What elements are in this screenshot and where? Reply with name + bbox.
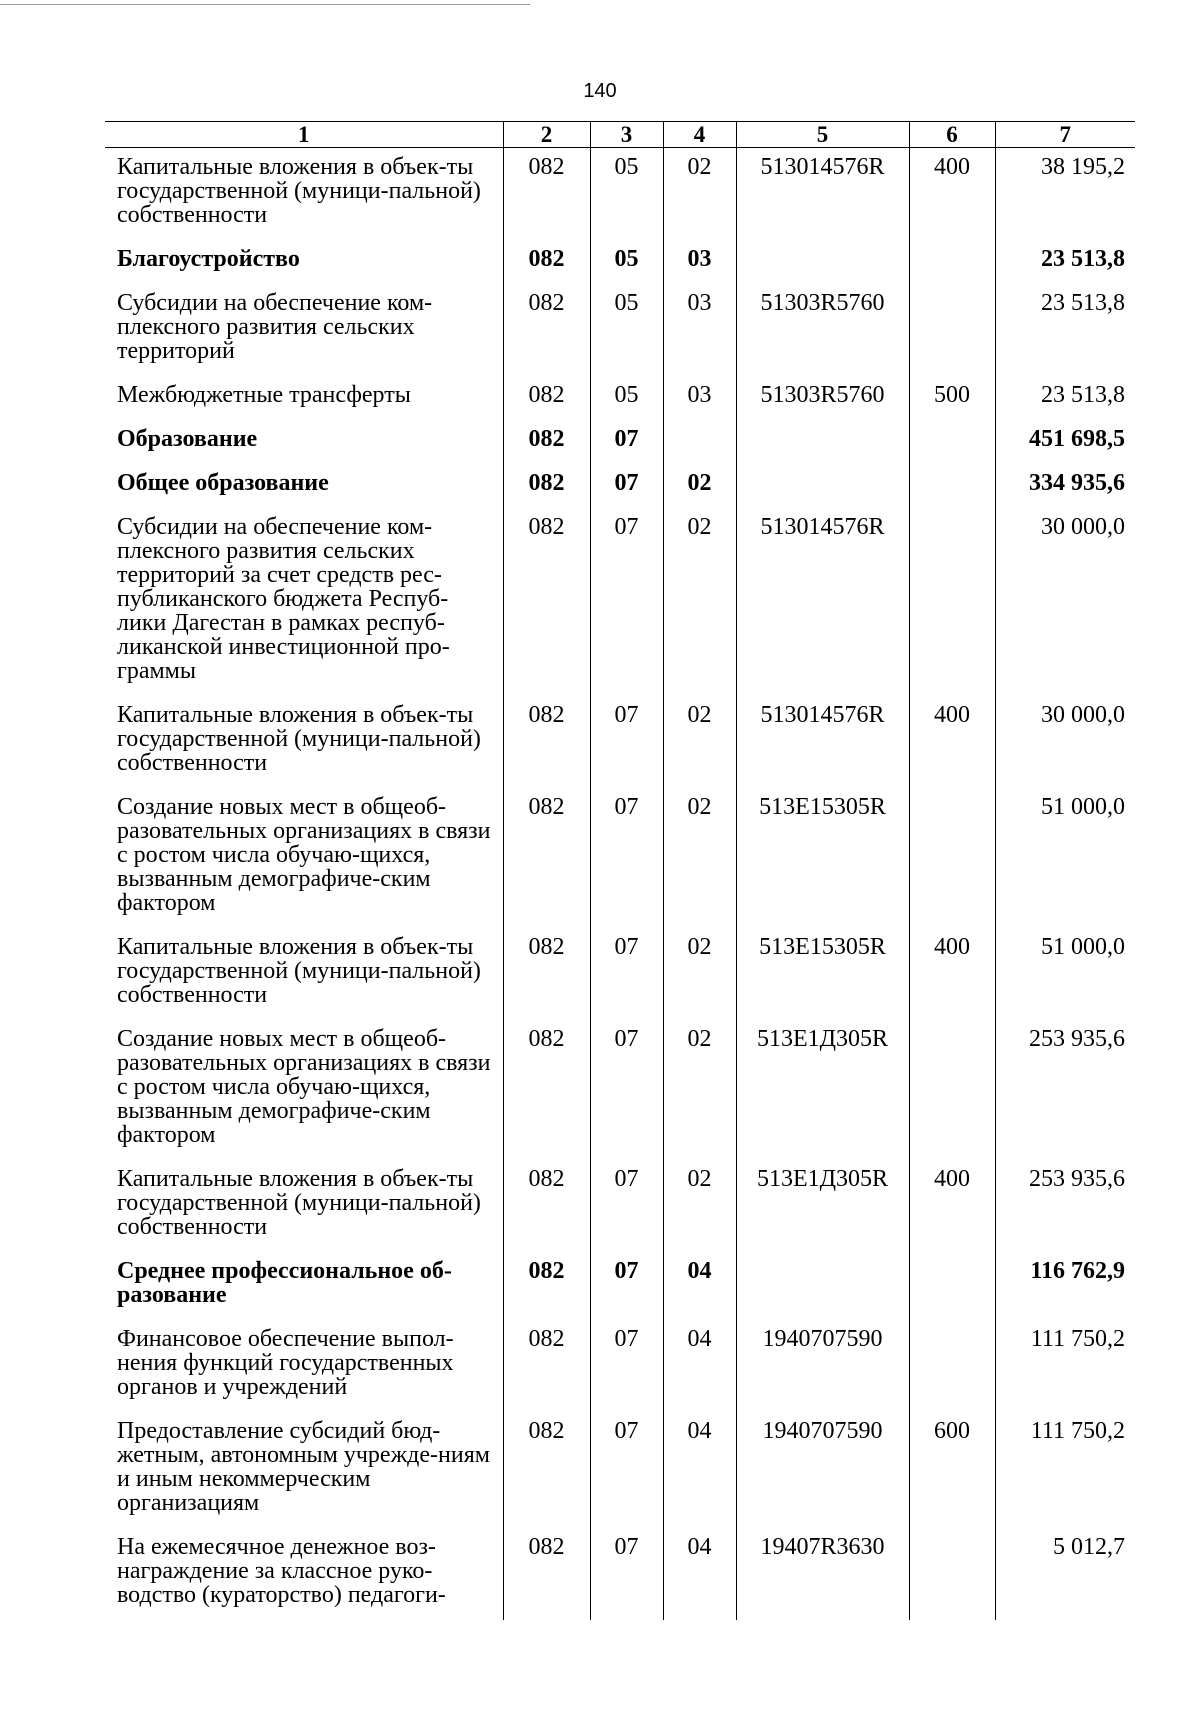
row-amount: 51 000,0	[995, 928, 1135, 1020]
row-name: Создание новых мест в общеоб-разовательных организациях в связи с ростом числа обучаю-щихся, вызванным демографиче-ским фактором	[117, 794, 491, 916]
row-code-2: 082	[503, 696, 590, 788]
row-code-6	[909, 240, 995, 284]
row-code-6: 400	[909, 928, 995, 1020]
table-row	[105, 464, 1135, 508]
row-code-6	[909, 420, 995, 464]
col-header-6: 6	[909, 122, 995, 148]
row-code-5: 513E15305R	[736, 928, 909, 1020]
row-amount: 116 762,9	[995, 1252, 1135, 1320]
row-code-6	[909, 464, 995, 508]
row-amount: 334 935,6	[995, 464, 1135, 508]
row-code-3: 07	[590, 464, 663, 508]
row-name: Капитальные вложения в объек-ты государственной (муници-пальной) собственности	[117, 1166, 481, 1240]
row-code-2: 082	[503, 1320, 590, 1412]
row-code-2: 082	[503, 508, 590, 696]
header-row	[105, 122, 1135, 148]
row-code-5: 513014576R	[736, 508, 909, 696]
top-rule	[0, 4, 530, 5]
row-code-2: 082	[503, 1252, 590, 1320]
row-code-4: 03	[663, 376, 736, 420]
row-code-2: 082	[503, 1160, 590, 1252]
row-code-4: 04	[663, 1252, 736, 1320]
table-row	[105, 788, 1135, 928]
row-code-2: 082	[503, 1412, 590, 1528]
row-code-5	[736, 240, 909, 284]
row-code-4: 03	[663, 284, 736, 376]
table-row	[105, 376, 1135, 420]
page-number: 140	[583, 80, 617, 102]
row-code-6	[909, 1020, 995, 1160]
row-amount: 111 750,2	[995, 1412, 1135, 1528]
row-code-3: 07	[590, 1320, 663, 1412]
table-row	[105, 928, 1135, 1020]
row-name: Финансовое обеспечение выпол-нения функций государственных органов и учреждений	[117, 1326, 454, 1400]
row-code-3: 07	[590, 1252, 663, 1320]
row-amount: 23 513,8	[995, 284, 1135, 376]
row-name: Благоустройство	[117, 246, 300, 272]
row-name: Капитальные вложения в объек-ты государственной (муници-пальной) собственности	[117, 154, 481, 228]
row-code-6	[909, 1320, 995, 1412]
table-row	[105, 1160, 1135, 1252]
col-header-2: 2	[503, 122, 590, 148]
row-amount: 253 935,6	[995, 1160, 1135, 1252]
row-code-3: 07	[590, 1528, 663, 1620]
row-code-2: 082	[503, 376, 590, 420]
budget-table	[105, 121, 1135, 1620]
row-name: Среднее профессиональное об-разование	[117, 1258, 452, 1308]
row-name: Создание новых мест в общеоб-разовательных организациях в связи с ростом числа обучаю-щихся, вызванным демографиче-ским фактором	[117, 1026, 491, 1148]
row-name: Общее образование	[117, 470, 329, 496]
row-code-6	[909, 1252, 995, 1320]
row-amount: 23 513,8	[995, 240, 1135, 284]
col-header-5: 5	[736, 122, 909, 148]
row-code-4: 02	[663, 464, 736, 508]
row-code-5	[736, 464, 909, 508]
row-code-6: 500	[909, 376, 995, 420]
row-code-3: 07	[590, 696, 663, 788]
row-code-2: 082	[503, 464, 590, 508]
row-code-4: 02	[663, 928, 736, 1020]
table-row	[105, 240, 1135, 284]
row-name: На ежемесячное денежное воз-награждение за классное руко-водство (кураторство) педагоги-	[117, 1534, 446, 1608]
row-code-4: 02	[663, 1160, 736, 1252]
row-code-6: 400	[909, 1160, 995, 1252]
row-code-3: 05	[590, 376, 663, 420]
table-row	[105, 1412, 1135, 1528]
row-code-2: 082	[503, 788, 590, 928]
row-name: Образование	[117, 426, 258, 452]
row-code-5: 1940707590	[736, 1320, 909, 1412]
col-header-4: 4	[663, 122, 736, 148]
row-code-6: 400	[909, 696, 995, 788]
row-code-5: 1940707590	[736, 1412, 909, 1528]
table-row	[105, 1320, 1135, 1412]
col-header-3: 3	[590, 122, 663, 148]
row-amount: 5 012,7	[995, 1528, 1135, 1620]
row-code-6	[909, 508, 995, 696]
row-name: Капитальные вложения в объек-ты государственной (муници-пальной) собственности	[117, 934, 481, 1008]
row-amount: 451 698,5	[995, 420, 1135, 464]
row-name: Капитальные вложения в объек-ты государственной (муници-пальной) собственности	[117, 702, 481, 776]
row-code-3: 07	[590, 508, 663, 696]
row-code-4	[663, 420, 736, 464]
row-code-3: 07	[590, 1160, 663, 1252]
row-amount: 51 000,0	[995, 788, 1135, 928]
row-code-2: 082	[503, 928, 590, 1020]
table-row	[105, 508, 1135, 696]
row-code-3: 05	[590, 240, 663, 284]
table-row	[105, 696, 1135, 788]
row-code-3: 05	[590, 148, 663, 241]
row-name: Субсидии на обеспечение ком-плексного развития сельских территорий	[117, 290, 433, 364]
row-code-6: 400	[909, 148, 995, 241]
row-code-5	[736, 1252, 909, 1320]
row-name: Предоставление субсидий бюд-жетным, автономным учрежде-ниям и иным некоммерческим организациям	[117, 1418, 490, 1516]
row-code-2: 082	[503, 1020, 590, 1160]
row-code-5: 51303R5760	[736, 376, 909, 420]
row-code-5: 513E1Д305R	[736, 1160, 909, 1252]
table-row	[105, 420, 1135, 464]
row-code-4: 03	[663, 240, 736, 284]
row-code-6	[909, 788, 995, 928]
row-code-5: 513014576R	[736, 148, 909, 241]
row-code-6	[909, 1528, 995, 1620]
row-amount: 30 000,0	[995, 508, 1135, 696]
row-code-5: 513014576R	[736, 696, 909, 788]
row-code-4: 04	[663, 1528, 736, 1620]
row-code-4: 04	[663, 1412, 736, 1528]
row-code-4: 02	[663, 696, 736, 788]
row-code-3: 07	[590, 1412, 663, 1528]
row-code-6	[909, 284, 995, 376]
row-code-4: 04	[663, 1320, 736, 1412]
row-code-3: 07	[590, 420, 663, 464]
row-code-3: 07	[590, 788, 663, 928]
row-code-2: 082	[503, 240, 590, 284]
row-amount: 253 935,6	[995, 1020, 1135, 1160]
table-row	[105, 284, 1135, 376]
row-code-5	[736, 420, 909, 464]
row-code-5: 19407R3630	[736, 1528, 909, 1620]
col-header-1: 1	[105, 122, 503, 148]
table-row	[105, 1252, 1135, 1320]
row-code-2: 082	[503, 284, 590, 376]
table-row	[105, 1020, 1135, 1160]
row-name: Межбюджетные трансферты	[117, 382, 411, 408]
col-header-7: 7	[995, 122, 1135, 148]
row-code-4: 02	[663, 788, 736, 928]
table-row	[105, 1528, 1135, 1620]
row-amount: 30 000,0	[995, 696, 1135, 788]
row-name: Субсидии на обеспечение ком-плексного развития сельских территорий за счет средств рес-публиканского бюджета Респуб-лики Дагестан в рамках респуб-ликанской инвестиционной про-граммы	[117, 514, 450, 684]
row-code-4: 02	[663, 508, 736, 696]
row-amount: 23 513,8	[995, 376, 1135, 420]
table-row	[105, 148, 1135, 241]
row-code-3: 07	[590, 1020, 663, 1160]
row-code-3: 07	[590, 928, 663, 1020]
row-code-2: 082	[503, 148, 590, 241]
row-code-2: 082	[503, 420, 590, 464]
row-amount: 38 195,2	[995, 148, 1135, 241]
row-code-5: 513E15305R	[736, 788, 909, 928]
row-code-3: 05	[590, 284, 663, 376]
row-amount: 111 750,2	[995, 1320, 1135, 1412]
row-code-5: 513E1Д305R	[736, 1020, 909, 1160]
row-code-4: 02	[663, 148, 736, 241]
row-code-2: 082	[503, 1528, 590, 1620]
table-body	[105, 148, 1135, 1621]
row-code-5: 51303R5760	[736, 284, 909, 376]
row-code-4: 02	[663, 1020, 736, 1160]
row-code-6: 600	[909, 1412, 995, 1528]
